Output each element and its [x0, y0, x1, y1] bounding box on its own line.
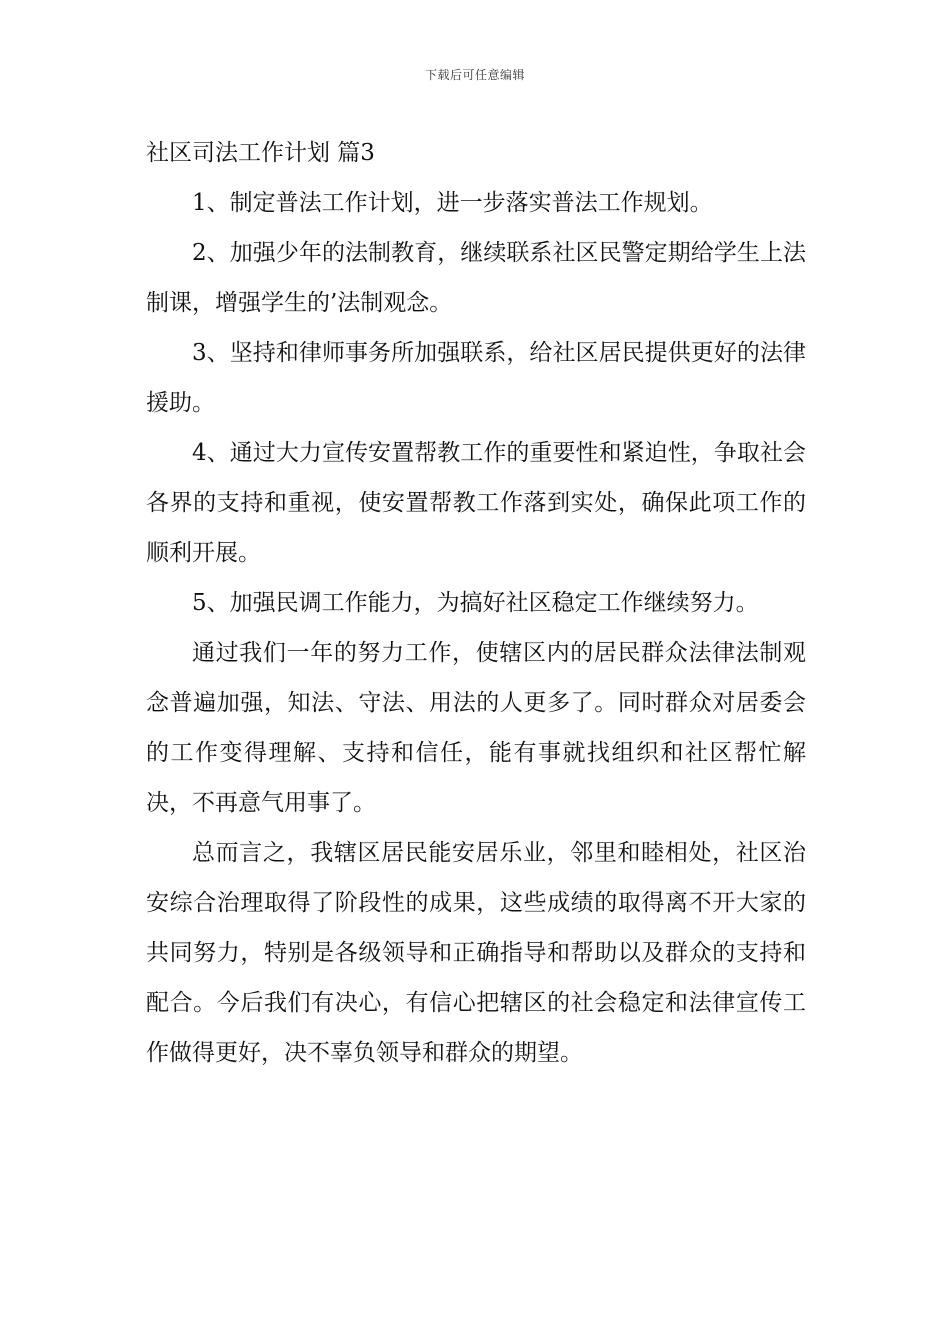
- paragraph-2: 2、加强少年的法制教育，继续联系社区民警定期给学生上法制课，增强学生的’法制观念。: [146, 240, 806, 316]
- page-header-note: 下载后可任意编辑: [424, 68, 525, 82]
- paragraph-3: 3、坚持和律师事务所加强联系，给社区居民提供更好的法律援助。: [146, 340, 806, 416]
- document-title: 社区司法工作计划 篇3: [146, 140, 375, 166]
- paragraph-6: 通过我们一年的努力工作，使辖区内的居民群众法律法制观念普遍加强，知法、守法、用法的人更多了。同时群众对居委会的工作变得理解、支持和信任，能有事就找组织和社区帮忙解决，不再意气用事了。: [146, 640, 806, 816]
- paragraph-1: 1、制定普法工作计划，进一步落实普法工作规划。: [192, 190, 713, 216]
- document-body: [146, 128, 806, 1078]
- paragraph-4: 4、通过大力宣传安置帮教工作的重要性和紧迫性，争取社会各界的支持和重视，使安置帮教工作落到实处，确保此项工作的顺利开展。: [146, 440, 806, 566]
- paragraph-5: 5、加强民调工作能力，为搞好社区稳定工作继续努力。: [192, 590, 759, 616]
- paragraph-7: 总而言之，我辖区居民能安居乐业，邻里和睦相处，社区治安综合治理取得了阶段性的成果，这些成绩的取得离不开大家的共同努力，特别是各级领导和正确指导和帮助以及群众的支持和配合。今后我们有决心，有信心把辖区的社会稳定和法律宣传工作做得更好，决不辜负领导和群众的期望。: [146, 840, 806, 1066]
